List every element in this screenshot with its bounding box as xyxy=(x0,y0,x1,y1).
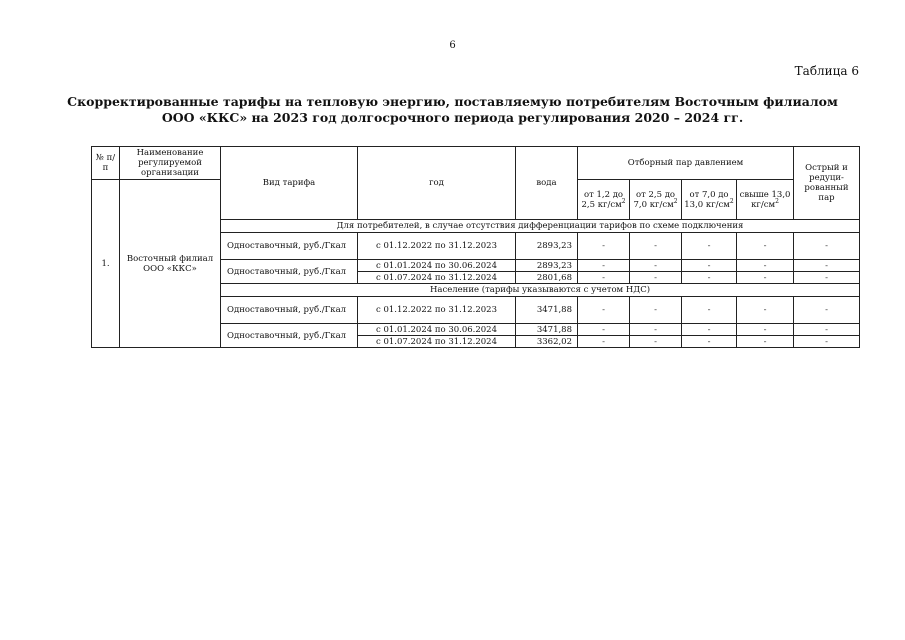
unit-superscript: 2 xyxy=(673,197,678,205)
period-cell: с 01.01.2024 по 30.06.2024 xyxy=(358,260,516,272)
header-water: вода xyxy=(516,147,578,220)
period-cell: с 01.01.2024 по 30.06.2024 xyxy=(358,324,516,336)
steam-tariff-cell: - xyxy=(578,272,630,284)
steam-tariff-cell: - xyxy=(794,324,860,336)
steam-tariff-cell: - xyxy=(630,260,682,272)
title-line-1: Скорректированные тарифы на тепловую энергию, поставляемую потребителям Восточным филиалом xyxy=(67,94,838,109)
water-tariff-cell: 2893,23 xyxy=(516,260,578,272)
tariff-type-cell: Одноставочный, руб./Гкал xyxy=(221,260,358,284)
steam-tariff-cell: - xyxy=(737,297,794,324)
water-tariff-cell: 3471,88 xyxy=(516,324,578,336)
steam-tariff-cell: - xyxy=(682,297,737,324)
water-tariff-cell: 2893,23 xyxy=(516,233,578,260)
water-tariff-cell: 3362,02 xyxy=(516,336,578,348)
page-number: 6 xyxy=(449,40,456,51)
steam-tariff-cell: - xyxy=(682,272,737,284)
section-title: Для потребителей, в случае отсутствия дифференциации тарифов по схеме подключения xyxy=(221,220,860,233)
steam-tariff-cell: - xyxy=(630,272,682,284)
steam-tariff-cell: - xyxy=(737,260,794,272)
document-title xyxy=(60,94,845,126)
steam-tariff-cell: - xyxy=(682,324,737,336)
header-period: год xyxy=(358,147,516,220)
header-steam-group: Отборный пар давлением xyxy=(578,147,794,180)
header-tariff-type: Вид тарифа xyxy=(221,147,358,220)
unit-superscript: 2 xyxy=(729,197,734,205)
tariff-type-cell: Одноставочный, руб./Гкал xyxy=(221,297,358,324)
steam-tariff-cell: - xyxy=(630,297,682,324)
header-steam-3 xyxy=(682,180,737,220)
tariff-type-cell: Одноставочный, руб./Гкал xyxy=(221,324,358,348)
steam-tariff-cell: - xyxy=(737,233,794,260)
header-sharp-steam: Острый и редуци-рованный пар xyxy=(794,147,860,220)
steam-tariff-cell: - xyxy=(737,336,794,348)
steam-tariff-cell: - xyxy=(794,260,860,272)
steam-tariff-cell: - xyxy=(630,336,682,348)
header-org: Наименование регулируемой организации xyxy=(120,147,221,180)
steam-4-label: свыше 13,0 кг/см xyxy=(739,189,791,210)
steam-2-label: от 2,5 до 7,0 кг/см xyxy=(633,189,676,210)
water-tariff-cell: 2801,68 xyxy=(516,272,578,284)
period-cell: с 01.12.2022 по 31.12.2023 xyxy=(358,297,516,324)
water-tariff-cell: 3471,88 xyxy=(516,297,578,324)
header-steam-2 xyxy=(630,180,682,220)
steam-tariff-cell: - xyxy=(682,336,737,348)
unit-superscript: 2 xyxy=(621,197,626,205)
header-num: № п/п xyxy=(92,147,120,180)
steam-1-label: от 1,2 до 2,5 кг/см xyxy=(581,189,624,210)
header-steam-4 xyxy=(737,180,794,220)
steam-3-label: от 7,0 до 13,0 кг/см xyxy=(684,189,730,210)
period-cell: с 01.07.2024 по 31.12.2024 xyxy=(358,272,516,284)
steam-tariff-cell: - xyxy=(578,297,630,324)
steam-tariff-cell: - xyxy=(578,336,630,348)
tariff-type-cell: Одноставочный, руб./Гкал xyxy=(221,233,358,260)
section-title: Население (тарифы указываются с учетом НДС) xyxy=(221,284,860,297)
steam-tariff-cell: - xyxy=(737,272,794,284)
steam-tariff-cell: - xyxy=(794,336,860,348)
steam-tariff-cell: - xyxy=(578,324,630,336)
steam-tariff-cell: - xyxy=(630,233,682,260)
period-cell: с 01.12.2022 по 31.12.2023 xyxy=(358,233,516,260)
title-line-2: ООО «ККС» на 2023 год долгосрочного периода регулирования 2020 – 2024 гг. xyxy=(161,110,744,125)
steam-tariff-cell: - xyxy=(682,233,737,260)
steam-tariff-cell: - xyxy=(578,260,630,272)
steam-tariff-cell: - xyxy=(737,324,794,336)
tariff-table xyxy=(91,146,860,348)
organization-name: Восточный филиал ООО «ККС» xyxy=(120,180,221,348)
steam-tariff-cell: - xyxy=(682,260,737,272)
row-number: 1. xyxy=(92,180,120,348)
steam-tariff-cell: - xyxy=(794,233,860,260)
steam-tariff-cell: - xyxy=(794,297,860,324)
period-cell: с 01.07.2024 по 31.12.2024 xyxy=(358,336,516,348)
header-steam-1 xyxy=(578,180,630,220)
steam-tariff-cell: - xyxy=(794,272,860,284)
steam-tariff-cell: - xyxy=(578,233,630,260)
table-label: Таблица 6 xyxy=(794,64,859,78)
steam-tariff-cell: - xyxy=(630,324,682,336)
unit-superscript: 2 xyxy=(775,197,779,205)
